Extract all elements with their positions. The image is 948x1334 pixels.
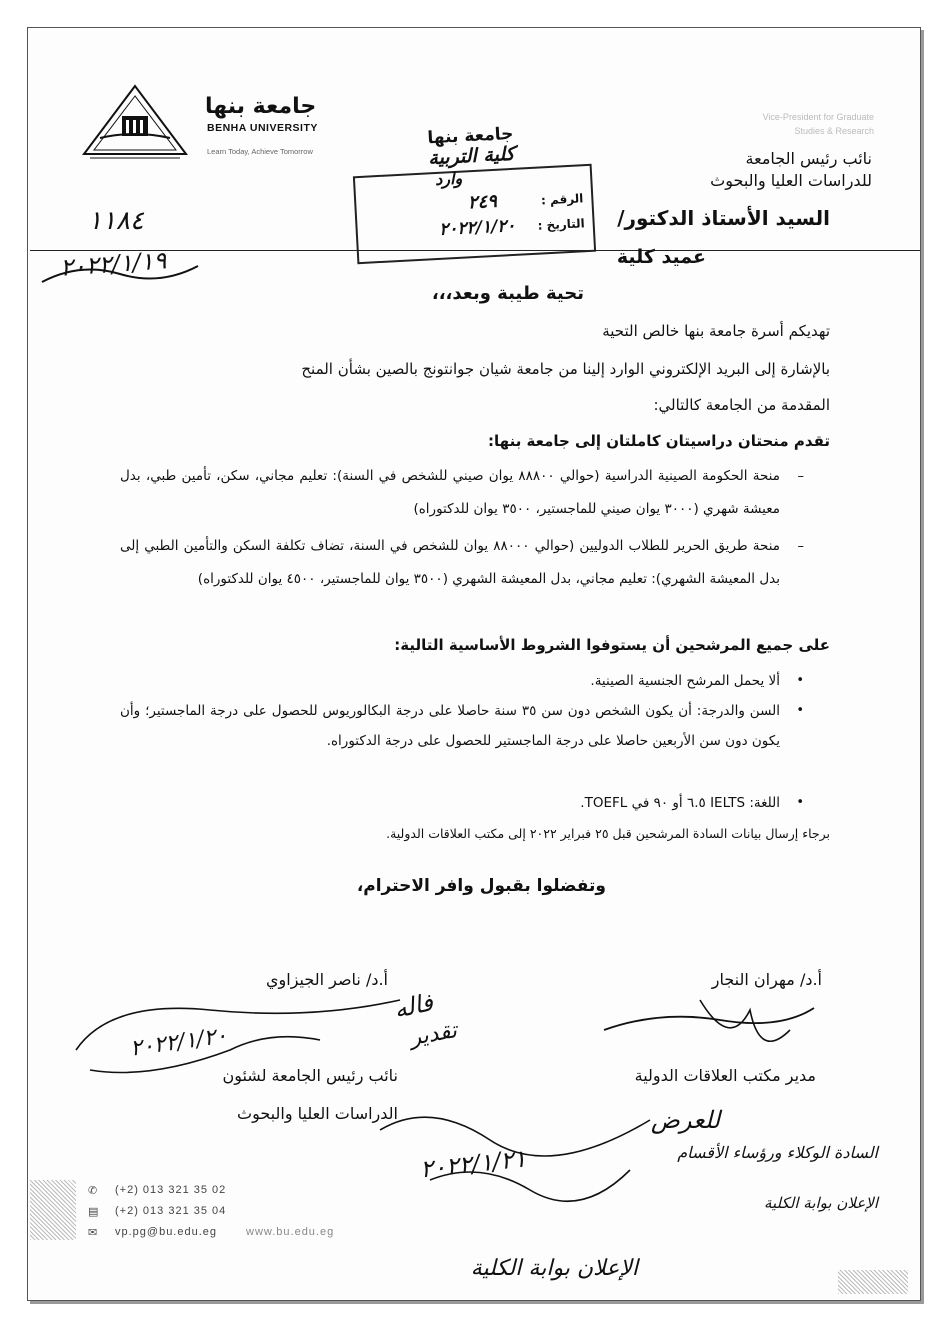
footer-phone: (+2) 013 321 35 02 <box>115 1184 227 1196</box>
scan-noise-right <box>838 1270 908 1294</box>
vp-office-arabic: نائب رئيس الجامعة للدراسات العليا والبحوث <box>710 149 872 190</box>
condition-item-1: • ألا يحمل المرشح الجنسية الصينية. <box>590 673 804 689</box>
conditions-title: على جميع المرشحين أن يستوفوا الشروط الأساسية التالية: <box>394 636 830 654</box>
handwritten-date-2: ٢٠٢٢/١/٢١ <box>418 1144 528 1184</box>
scan-noise-left <box>30 1180 76 1240</box>
right-signatory-title: مدير مكتب العلاقات الدولية <box>634 1066 816 1085</box>
salutation: السيد الأستاذ الدكتور/ <box>617 206 830 230</box>
handwritten-note-1: فاله <box>391 988 436 1024</box>
handwritten-ref-number: ١١٨٤ <box>88 206 144 236</box>
intro-line: تهديكم أسرة جامعة بنها خالص التحية <box>602 322 830 340</box>
left-signatory-title-2: الدراسات العليا والبحوث <box>237 1104 398 1123</box>
left-signatory-title-1: نائب رئيس الجامعة لشئون <box>222 1066 398 1085</box>
header-divider <box>30 250 920 251</box>
left-signature-scribble <box>70 980 410 1090</box>
handwritten-ref-date: ٢٠٢٢/١/١٩ <box>59 246 168 282</box>
pyramid-logo-icon <box>80 82 190 162</box>
incoming-stamp: جامعة بنها كلية التربية وارد الرقم : ٢٤٩ التاريخ : ٢٠٢٢/١/٢٠ <box>353 164 596 264</box>
phone-icon: ✆ <box>88 1184 98 1197</box>
footer-fax: (+2) 013 321 35 04 <box>115 1205 227 1217</box>
request-line: برجاء إرسال بيانات السادة المرشحين قبل ٢٥ فبراير ٢٠٢٢ إلى مكتب العلاقات الدولية. <box>386 826 830 841</box>
university-name-english: BENHA UNIVERSITY <box>207 122 318 134</box>
condition-item-3: • اللغة: IELTS ٦.٥ أو ٩٠ في TOEFL. <box>580 795 804 811</box>
handwritten-note-5: الإعلان بوابة الكلية <box>763 1194 878 1212</box>
greeting: تحية طيبة وبعد،،، <box>431 283 584 304</box>
reference-line-1: بالإشارة إلى البريد الإلكتروني الوارد إلينا من جامعة شيان جوانتونج بالصين بشأن المنح <box>301 360 830 378</box>
university-tagline: Learn Today, Achieve Tomorrow <box>207 147 313 156</box>
university-logo <box>80 82 190 162</box>
offer-line: تقدم منحتان دراسيتان كاملتان إلى جامعة بنها: <box>488 432 830 450</box>
handwritten-note-2: تقدير <box>408 1018 459 1051</box>
left-signatory-name: أ.د/ ناصر الجيزاوي <box>266 970 388 989</box>
dean-line: عميد كلية <box>616 246 706 268</box>
handwritten-date-1: ٢٠٢٢/١/٢٠ <box>128 1023 229 1062</box>
reference-line-2: المقدمة من الجامعة كالتالي: <box>653 396 830 414</box>
ref-underline-scribble <box>40 256 200 286</box>
condition-item-2: • السن والدرجة: أن يكون الشخص دون سن ٣٥ سنة حاصلا على درجة البكالوريوس للحصول على درجة الماجستير؛ وأن يكون دون سن الأربعين حاصلا على درجة الماجستير للحصول على درجة الدكتوراه. <box>120 703 804 749</box>
footer-email: vp.pg@bu.edu.eg <box>115 1226 218 1238</box>
footer-website: www.bu.edu.eg <box>246 1226 335 1238</box>
grant-item-2: – منحة طريق الحرير للطلاب الدوليين (حوالي ٨٨٠٠٠ يوان للشخص في السنة، تضاف تكلفة السكن والتأمين الطبي إلى بدل المعيشة الشهري): تعليم مجاني، بدل المعيشة الشهري (٣٥٠٠ يوان للماجستير، ٤٥٠٠ يوان للدكتوراه) <box>120 538 804 587</box>
fax-icon: ▤ <box>88 1205 99 1218</box>
vp-office-english: Vice-President for Graduate Studies & Research <box>762 112 874 136</box>
email-icon: ✉ <box>88 1226 98 1239</box>
right-signature-scribble <box>600 990 820 1070</box>
right-signatory-name: أ.د/ مهران النجار <box>711 970 822 989</box>
grant-item-1: – منحة الحكومة الصينية الدراسية (حوالي ٨٨٨٠٠ يوان صيني للشخص في السنة): تعليم مجاني، سكن، تأمين طبي، بدل معيشة شهري (٣٠٠٠ يوان صيني للماجستير، ٣٥٠٠ يوان للدكتوراه) <box>120 468 804 517</box>
handwritten-note-4: السادة الوكلاء ورؤساء الأقسام <box>677 1143 878 1162</box>
university-name-arabic: جامعة بنها <box>205 94 317 119</box>
handwritten-note-6: الإعلان بوابة الكلية <box>470 1256 638 1281</box>
handwritten-note-3: للعرض <box>650 1106 720 1134</box>
closing-line: وتفضلوا بقبول وافر الاحترام، <box>356 876 606 896</box>
